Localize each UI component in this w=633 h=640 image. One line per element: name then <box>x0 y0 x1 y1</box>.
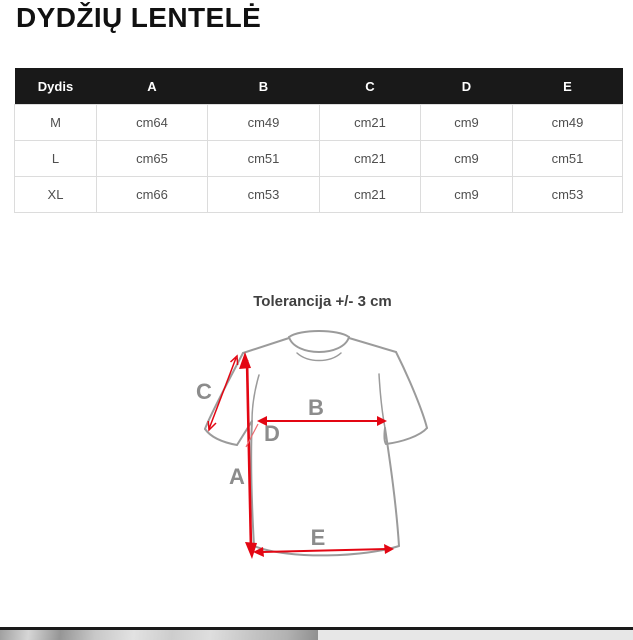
cell-size: M <box>15 105 97 141</box>
header-row <box>15 68 623 105</box>
cell-value: cm9 <box>421 141 513 177</box>
collar-rib <box>297 353 341 361</box>
column-header-c: C <box>320 68 421 105</box>
right-cuff <box>386 428 427 444</box>
cell-value: cm53 <box>513 177 623 213</box>
measurement-arrows <box>208 352 394 559</box>
column-header-d: D <box>421 68 513 105</box>
tshirt-measurement-diagram <box>185 320 443 574</box>
measure-label-d: D <box>264 421 280 446</box>
cell-value: cm65 <box>97 141 208 177</box>
collar-u <box>289 337 349 352</box>
measure-label-b: B <box>308 395 324 420</box>
measure-label-e: E <box>310 525 326 550</box>
cell-size: L <box>15 141 97 177</box>
table-row-l <box>15 141 623 177</box>
partial-panel <box>318 630 633 640</box>
left-shoulder <box>243 338 289 353</box>
measure-arrow-a <box>239 352 257 559</box>
page-title: DYDŽIŲ LENTELĖ <box>16 2 262 33</box>
cell-size: XL <box>15 177 97 213</box>
cell-value: cm51 <box>513 141 623 177</box>
tolerance-note: Tolerancija +/- 3 cm <box>253 293 392 310</box>
measure-label-a: A <box>229 464 245 489</box>
cell-value: cm21 <box>320 105 421 141</box>
table-row-m <box>15 105 623 141</box>
column-header-b: B <box>208 68 320 105</box>
left-cuff <box>205 429 237 445</box>
cell-value: cm51 <box>208 141 320 177</box>
table-row-xl <box>15 177 623 213</box>
partial-photo <box>0 630 318 640</box>
column-header-e: E <box>513 68 623 105</box>
right-shoulder <box>349 338 396 352</box>
right-body-side <box>385 428 399 546</box>
cell-value: cm49 <box>208 105 320 141</box>
cell-value: cm49 <box>513 105 623 141</box>
column-header-dydis: Dydis <box>15 68 97 105</box>
cell-value: cm21 <box>320 141 421 177</box>
cell-value: cm66 <box>97 177 208 213</box>
left-armhole <box>252 375 259 421</box>
measure-label-c: C <box>196 379 212 404</box>
cell-value: cm9 <box>421 105 513 141</box>
column-header-a: A <box>97 68 208 105</box>
cell-value: cm9 <box>421 177 513 213</box>
measure-arrow-c <box>208 356 237 430</box>
size-table-header <box>15 68 623 105</box>
cell-value: cm64 <box>97 105 208 141</box>
right-sleeve-outer <box>396 352 427 428</box>
cell-value: cm53 <box>208 177 320 213</box>
size-table <box>14 68 623 213</box>
cell-value: cm21 <box>320 177 421 213</box>
collar-top <box>289 331 349 337</box>
